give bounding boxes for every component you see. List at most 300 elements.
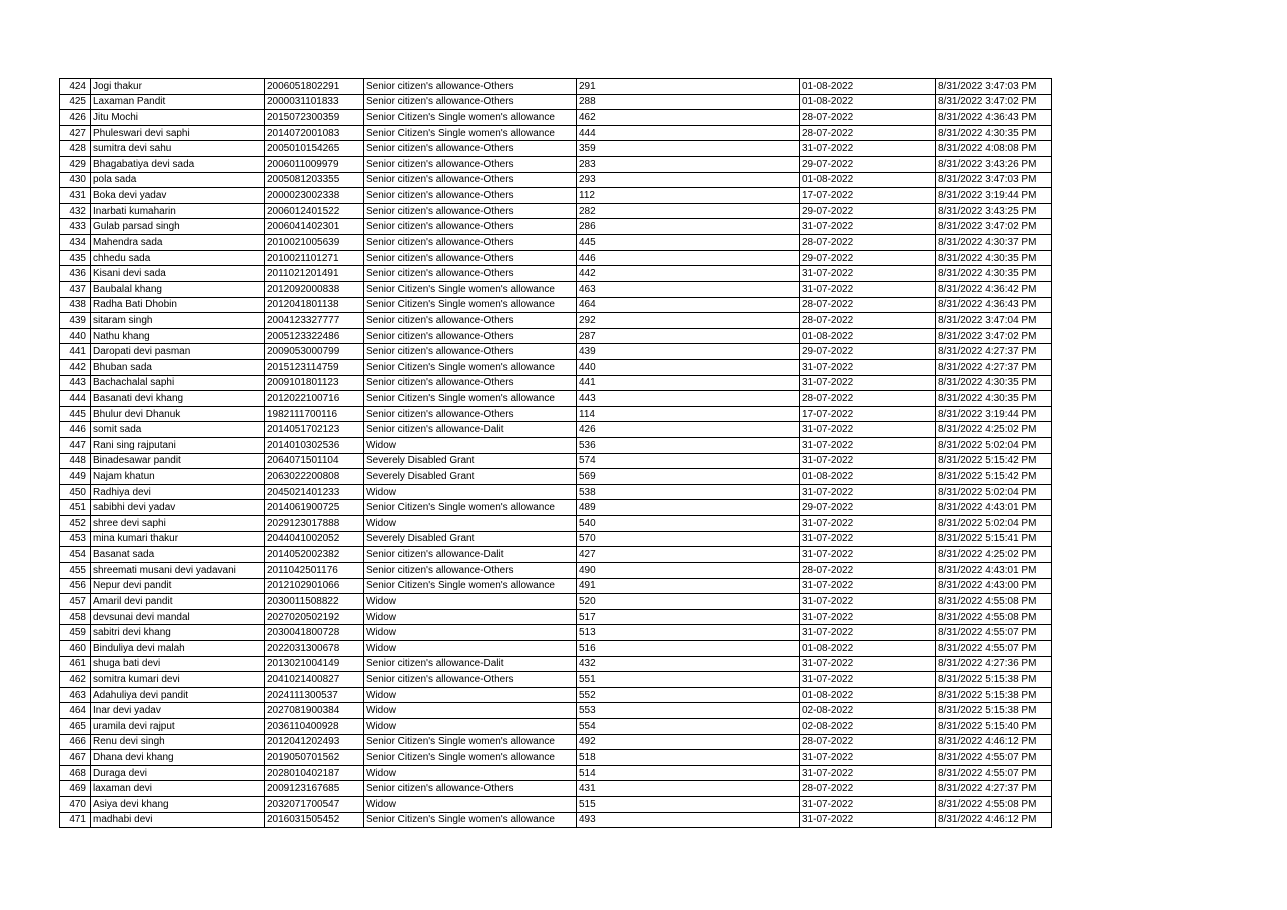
cell-beneficiary-name: Rani sing rajputani	[91, 438, 265, 454]
cell-citizenship-id: 2029123017888	[265, 516, 364, 532]
cell-allowance-type: Senior Citizen's Single women's allowance	[364, 812, 577, 828]
cell-entry-date: 29-07-2022	[800, 250, 936, 266]
cell-citizenship-id: 2024111300537	[265, 687, 364, 703]
cell-reference-number: 540	[577, 516, 800, 532]
cell-row-number: 471	[60, 812, 91, 828]
cell-beneficiary-name: shreemati musani devi yadavani	[91, 562, 265, 578]
cell-reference-number: 536	[577, 438, 800, 454]
cell-row-number: 453	[60, 531, 91, 547]
cell-beneficiary-name: Binduliya devi malah	[91, 640, 265, 656]
cell-timestamp: 8/31/2022 3:47:04 PM	[936, 313, 1052, 329]
cell-citizenship-id: 2019050701562	[265, 750, 364, 766]
cell-timestamp: 8/31/2022 4:30:35 PM	[936, 125, 1052, 141]
cell-citizenship-id: 2022031300678	[265, 640, 364, 656]
cell-row-number: 437	[60, 281, 91, 297]
cell-beneficiary-name: Najam khatun	[91, 469, 265, 485]
cell-row-number: 457	[60, 594, 91, 610]
cell-entry-date: 31-07-2022	[800, 359, 936, 375]
cell-beneficiary-name: Inarbati kumaharin	[91, 203, 265, 219]
cell-timestamp: 8/31/2022 5:02:04 PM	[936, 516, 1052, 532]
cell-entry-date: 01-08-2022	[800, 172, 936, 188]
cell-timestamp: 8/31/2022 4:55:08 PM	[936, 797, 1052, 813]
cell-reference-number: 515	[577, 797, 800, 813]
cell-beneficiary-name: Bhuban sada	[91, 359, 265, 375]
cell-entry-date: 31-07-2022	[800, 797, 936, 813]
cell-entry-date: 01-08-2022	[800, 94, 936, 110]
table-row	[60, 125, 1052, 141]
cell-allowance-type: Widow	[364, 703, 577, 719]
cell-allowance-type: Senior citizen's allowance-Dalit	[364, 656, 577, 672]
cell-reference-number: 286	[577, 219, 800, 235]
cell-timestamp: 8/31/2022 4:30:35 PM	[936, 391, 1052, 407]
cell-allowance-type: Senior citizen's allowance-Others	[364, 375, 577, 391]
table-row	[60, 172, 1052, 188]
cell-allowance-type: Severely Disabled Grant	[364, 531, 577, 547]
cell-beneficiary-name: Gulab parsad singh	[91, 219, 265, 235]
cell-beneficiary-name: Renu devi singh	[91, 734, 265, 750]
cell-citizenship-id: 2063022200808	[265, 469, 364, 485]
cell-row-number: 445	[60, 406, 91, 422]
cell-timestamp: 8/31/2022 4:55:08 PM	[936, 609, 1052, 625]
cell-row-number: 442	[60, 359, 91, 375]
cell-citizenship-id: 2000023002338	[265, 188, 364, 204]
cell-reference-number: 446	[577, 250, 800, 266]
cell-allowance-type: Senior citizen's allowance-Dalit	[364, 547, 577, 563]
table-row	[60, 79, 1052, 95]
cell-timestamp: 8/31/2022 4:30:37 PM	[936, 235, 1052, 251]
cell-reference-number: 514	[577, 765, 800, 781]
cell-entry-date: 17-07-2022	[800, 188, 936, 204]
table-row	[60, 453, 1052, 469]
cell-allowance-type: Senior Citizen's Single women's allowance	[364, 578, 577, 594]
cell-beneficiary-name: Baubalal khang	[91, 281, 265, 297]
cell-timestamp: 8/31/2022 3:43:25 PM	[936, 203, 1052, 219]
cell-allowance-type: Senior Citizen's Single women's allowance	[364, 125, 577, 141]
cell-reference-number: 283	[577, 157, 800, 173]
cell-beneficiary-name: sumitra devi sahu	[91, 141, 265, 157]
cell-timestamp: 8/31/2022 4:55:07 PM	[936, 750, 1052, 766]
cell-timestamp: 8/31/2022 4:36:43 PM	[936, 110, 1052, 126]
cell-entry-date: 28-07-2022	[800, 781, 936, 797]
cell-row-number: 443	[60, 375, 91, 391]
cell-reference-number: 491	[577, 578, 800, 594]
cell-row-number: 446	[60, 422, 91, 438]
cell-row-number: 463	[60, 687, 91, 703]
cell-entry-date: 28-07-2022	[800, 562, 936, 578]
cell-row-number: 449	[60, 469, 91, 485]
cell-timestamp: 8/31/2022 4:55:08 PM	[936, 594, 1052, 610]
cell-beneficiary-name: Phuleswari devi saphi	[91, 125, 265, 141]
cell-reference-number: 492	[577, 734, 800, 750]
table-row	[60, 703, 1052, 719]
cell-allowance-type: Widow	[364, 718, 577, 734]
cell-entry-date: 28-07-2022	[800, 235, 936, 251]
cell-entry-date: 31-07-2022	[800, 281, 936, 297]
table-row	[60, 406, 1052, 422]
cell-entry-date: 29-07-2022	[800, 157, 936, 173]
cell-entry-date: 31-07-2022	[800, 812, 936, 828]
table-row	[60, 188, 1052, 204]
table-row	[60, 328, 1052, 344]
cell-entry-date: 31-07-2022	[800, 438, 936, 454]
cell-reference-number: 517	[577, 609, 800, 625]
cell-entry-date: 31-07-2022	[800, 141, 936, 157]
cell-timestamp: 8/31/2022 3:47:02 PM	[936, 328, 1052, 344]
cell-beneficiary-name: Kisani devi sada	[91, 266, 265, 282]
cell-row-number: 426	[60, 110, 91, 126]
cell-timestamp: 8/31/2022 4:36:42 PM	[936, 281, 1052, 297]
cell-reference-number: 570	[577, 531, 800, 547]
cell-row-number: 430	[60, 172, 91, 188]
cell-citizenship-id: 2064071501104	[265, 453, 364, 469]
cell-timestamp: 8/31/2022 5:02:04 PM	[936, 438, 1052, 454]
cell-citizenship-id: 2011021201491	[265, 266, 364, 282]
cell-row-number: 469	[60, 781, 91, 797]
cell-entry-date: 29-07-2022	[800, 344, 936, 360]
cell-allowance-type: Senior citizen's allowance-Others	[364, 781, 577, 797]
cell-timestamp: 8/31/2022 4:30:35 PM	[936, 266, 1052, 282]
cell-timestamp: 8/31/2022 4:46:12 PM	[936, 734, 1052, 750]
cell-allowance-type: Widow	[364, 687, 577, 703]
cell-row-number: 459	[60, 625, 91, 641]
cell-timestamp: 8/31/2022 4:43:01 PM	[936, 562, 1052, 578]
table-row	[60, 578, 1052, 594]
cell-citizenship-id: 2012102901066	[265, 578, 364, 594]
cell-allowance-type: Widow	[364, 594, 577, 610]
cell-timestamp: 8/31/2022 4:55:07 PM	[936, 765, 1052, 781]
cell-entry-date: 31-07-2022	[800, 516, 936, 532]
cell-entry-date: 31-07-2022	[800, 484, 936, 500]
cell-citizenship-id: 2005123322486	[265, 328, 364, 344]
cell-reference-number: 490	[577, 562, 800, 578]
cell-entry-date: 28-07-2022	[800, 391, 936, 407]
cell-timestamp: 8/31/2022 4:46:12 PM	[936, 812, 1052, 828]
cell-citizenship-id: 2009053000799	[265, 344, 364, 360]
cell-row-number: 460	[60, 640, 91, 656]
cell-beneficiary-name: Dhana devi khang	[91, 750, 265, 766]
cell-allowance-type: Senior citizen's allowance-Others	[364, 188, 577, 204]
cell-citizenship-id: 2011042501176	[265, 562, 364, 578]
cell-allowance-type: Senior citizen's allowance-Others	[364, 219, 577, 235]
cell-citizenship-id: 2014052002382	[265, 547, 364, 563]
cell-citizenship-id: 2006012401522	[265, 203, 364, 219]
table-row	[60, 500, 1052, 516]
cell-citizenship-id: 2004123327777	[265, 313, 364, 329]
cell-allowance-type: Senior citizen's allowance-Others	[364, 203, 577, 219]
cell-entry-date: 28-07-2022	[800, 297, 936, 313]
cell-citizenship-id: 2044041002052	[265, 531, 364, 547]
cell-row-number: 436	[60, 266, 91, 282]
cell-allowance-type: Senior citizen's allowance-Others	[364, 157, 577, 173]
table-row	[60, 281, 1052, 297]
table-row	[60, 391, 1052, 407]
cell-beneficiary-name: Binadesawar pandit	[91, 453, 265, 469]
cell-row-number: 427	[60, 125, 91, 141]
cell-timestamp: 8/31/2022 5:15:40 PM	[936, 718, 1052, 734]
table-row	[60, 531, 1052, 547]
cell-reference-number: 432	[577, 656, 800, 672]
cell-reference-number: 445	[577, 235, 800, 251]
table-row	[60, 359, 1052, 375]
table-row	[60, 219, 1052, 235]
cell-beneficiary-name: somit sada	[91, 422, 265, 438]
cell-timestamp: 8/31/2022 4:27:36 PM	[936, 656, 1052, 672]
cell-row-number: 452	[60, 516, 91, 532]
cell-entry-date: 31-07-2022	[800, 625, 936, 641]
cell-reference-number: 288	[577, 94, 800, 110]
table-row	[60, 422, 1052, 438]
table-row	[60, 266, 1052, 282]
cell-reference-number: 553	[577, 703, 800, 719]
cell-row-number: 470	[60, 797, 91, 813]
cell-timestamp: 8/31/2022 3:47:03 PM	[936, 79, 1052, 95]
cell-allowance-type: Severely Disabled Grant	[364, 469, 577, 485]
cell-entry-date: 31-07-2022	[800, 578, 936, 594]
table-row	[60, 734, 1052, 750]
cell-citizenship-id: 2036110400928	[265, 718, 364, 734]
cell-reference-number: 443	[577, 391, 800, 407]
cell-entry-date: 31-07-2022	[800, 547, 936, 563]
table-row	[60, 812, 1052, 828]
cell-row-number: 450	[60, 484, 91, 500]
cell-beneficiary-name: Mahendra sada	[91, 235, 265, 251]
cell-citizenship-id: 2009101801123	[265, 375, 364, 391]
cell-reference-number: 513	[577, 625, 800, 641]
table-row	[60, 203, 1052, 219]
cell-row-number: 448	[60, 453, 91, 469]
table-row	[60, 235, 1052, 251]
cell-allowance-type: Senior citizen's allowance-Others	[364, 94, 577, 110]
cell-entry-date: 31-07-2022	[800, 266, 936, 282]
cell-allowance-type: Widow	[364, 609, 577, 625]
beneficiary-table	[59, 78, 1052, 828]
cell-beneficiary-name: devsunai devi mandal	[91, 609, 265, 625]
table-row	[60, 344, 1052, 360]
cell-entry-date: 17-07-2022	[800, 406, 936, 422]
cell-allowance-type: Severely Disabled Grant	[364, 453, 577, 469]
cell-citizenship-id: 2030011508822	[265, 594, 364, 610]
cell-citizenship-id: 2012022100716	[265, 391, 364, 407]
cell-citizenship-id: 2014061900725	[265, 500, 364, 516]
cell-beneficiary-name: laxaman devi	[91, 781, 265, 797]
cell-citizenship-id: 2005081203355	[265, 172, 364, 188]
cell-citizenship-id: 2006011009979	[265, 157, 364, 173]
cell-reference-number: 439	[577, 344, 800, 360]
cell-beneficiary-name: Laxaman Pandit	[91, 94, 265, 110]
cell-citizenship-id: 2005010154265	[265, 141, 364, 157]
table-row	[60, 157, 1052, 173]
cell-beneficiary-name: uramila devi rajput	[91, 718, 265, 734]
cell-citizenship-id: 2012092000838	[265, 281, 364, 297]
cell-citizenship-id: 2010021005639	[265, 235, 364, 251]
cell-beneficiary-name: shuga bati devi	[91, 656, 265, 672]
cell-timestamp: 8/31/2022 4:36:43 PM	[936, 297, 1052, 313]
cell-row-number: 431	[60, 188, 91, 204]
cell-row-number: 425	[60, 94, 91, 110]
cell-citizenship-id: 2006051802291	[265, 79, 364, 95]
table-row	[60, 797, 1052, 813]
cell-row-number: 428	[60, 141, 91, 157]
cell-timestamp: 8/31/2022 4:43:01 PM	[936, 500, 1052, 516]
cell-reference-number: 441	[577, 375, 800, 391]
table-row	[60, 672, 1052, 688]
table-row	[60, 484, 1052, 500]
cell-reference-number: 554	[577, 718, 800, 734]
cell-citizenship-id: 2014010302536	[265, 438, 364, 454]
cell-beneficiary-name: sitaram singh	[91, 313, 265, 329]
cell-citizenship-id: 2014072001083	[265, 125, 364, 141]
cell-beneficiary-name: Bhulur devi Dhanuk	[91, 406, 265, 422]
cell-allowance-type: Widow	[364, 625, 577, 641]
cell-reference-number: 464	[577, 297, 800, 313]
table-row	[60, 640, 1052, 656]
cell-entry-date: 29-07-2022	[800, 203, 936, 219]
cell-beneficiary-name: shree devi saphi	[91, 516, 265, 532]
cell-entry-date: 28-07-2022	[800, 125, 936, 141]
cell-allowance-type: Senior citizen's allowance-Others	[364, 141, 577, 157]
table-row	[60, 562, 1052, 578]
cell-row-number: 454	[60, 547, 91, 563]
cell-allowance-type: Senior citizen's allowance-Others	[364, 672, 577, 688]
cell-reference-number: 489	[577, 500, 800, 516]
cell-citizenship-id: 2041021400827	[265, 672, 364, 688]
cell-timestamp: 8/31/2022 4:30:35 PM	[936, 375, 1052, 391]
cell-reference-number: 551	[577, 672, 800, 688]
cell-timestamp: 8/31/2022 5:02:04 PM	[936, 484, 1052, 500]
cell-entry-date: 28-07-2022	[800, 313, 936, 329]
cell-row-number: 464	[60, 703, 91, 719]
cell-row-number: 440	[60, 328, 91, 344]
cell-reference-number: 569	[577, 469, 800, 485]
cell-row-number: 444	[60, 391, 91, 407]
cell-reference-number: 463	[577, 281, 800, 297]
cell-row-number: 439	[60, 313, 91, 329]
cell-row-number: 434	[60, 235, 91, 251]
cell-beneficiary-name: madhabi devi	[91, 812, 265, 828]
cell-timestamp: 8/31/2022 4:08:08 PM	[936, 141, 1052, 157]
cell-timestamp: 8/31/2022 4:25:02 PM	[936, 547, 1052, 563]
cell-allowance-type: Senior Citizen's Single women's allowance	[364, 500, 577, 516]
cell-entry-date: 31-07-2022	[800, 672, 936, 688]
table-row	[60, 765, 1052, 781]
cell-timestamp: 8/31/2022 3:43:26 PM	[936, 157, 1052, 173]
cell-reference-number: 442	[577, 266, 800, 282]
cell-entry-date: 31-07-2022	[800, 375, 936, 391]
cell-citizenship-id: 2013021004149	[265, 656, 364, 672]
cell-timestamp: 8/31/2022 3:47:02 PM	[936, 94, 1052, 110]
cell-reference-number: 444	[577, 125, 800, 141]
cell-beneficiary-name: Basanati devi khang	[91, 391, 265, 407]
cell-beneficiary-name: Nepur devi pandit	[91, 578, 265, 594]
table-row	[60, 110, 1052, 126]
table-row	[60, 547, 1052, 563]
cell-reference-number: 426	[577, 422, 800, 438]
cell-reference-number: 112	[577, 188, 800, 204]
cell-citizenship-id: 2028010402187	[265, 765, 364, 781]
cell-row-number: 438	[60, 297, 91, 313]
cell-allowance-type: Senior Citizen's Single women's allowance	[364, 110, 577, 126]
cell-reference-number: 282	[577, 203, 800, 219]
cell-row-number: 433	[60, 219, 91, 235]
cell-beneficiary-name: Radhiya devi	[91, 484, 265, 500]
cell-citizenship-id: 2010021101271	[265, 250, 364, 266]
cell-reference-number: 462	[577, 110, 800, 126]
cell-citizenship-id: 2000031101833	[265, 94, 364, 110]
cell-allowance-type: Senior citizen's allowance-Others	[364, 172, 577, 188]
table-row	[60, 656, 1052, 672]
cell-row-number: 441	[60, 344, 91, 360]
cell-timestamp: 8/31/2022 5:15:38 PM	[936, 703, 1052, 719]
cell-entry-date: 28-07-2022	[800, 110, 936, 126]
cell-timestamp: 8/31/2022 4:30:35 PM	[936, 250, 1052, 266]
cell-allowance-type: Senior Citizen's Single women's allowance	[364, 391, 577, 407]
cell-entry-date: 01-08-2022	[800, 469, 936, 485]
cell-row-number: 467	[60, 750, 91, 766]
cell-timestamp: 8/31/2022 5:15:38 PM	[936, 672, 1052, 688]
cell-entry-date: 01-08-2022	[800, 640, 936, 656]
cell-entry-date: 31-07-2022	[800, 609, 936, 625]
cell-timestamp: 8/31/2022 3:19:44 PM	[936, 406, 1052, 422]
cell-allowance-type: Senior citizen's allowance-Others	[364, 406, 577, 422]
cell-row-number: 451	[60, 500, 91, 516]
cell-allowance-type: Widow	[364, 516, 577, 532]
cell-row-number: 465	[60, 718, 91, 734]
cell-allowance-type: Senior Citizen's Single women's allowance	[364, 297, 577, 313]
cell-citizenship-id: 2030041800728	[265, 625, 364, 641]
cell-beneficiary-name: Radha Bati Dhobin	[91, 297, 265, 313]
cell-timestamp: 8/31/2022 4:27:37 PM	[936, 344, 1052, 360]
cell-timestamp: 8/31/2022 5:15:42 PM	[936, 469, 1052, 485]
cell-reference-number: 516	[577, 640, 800, 656]
cell-reference-number: 431	[577, 781, 800, 797]
cell-beneficiary-name: mina kumari thakur	[91, 531, 265, 547]
cell-allowance-type: Widow	[364, 765, 577, 781]
cell-timestamp: 8/31/2022 5:15:41 PM	[936, 531, 1052, 547]
cell-reference-number: 520	[577, 594, 800, 610]
table-row	[60, 297, 1052, 313]
table-row	[60, 718, 1052, 734]
table-row	[60, 250, 1052, 266]
cell-reference-number: 440	[577, 359, 800, 375]
cell-entry-date: 31-07-2022	[800, 750, 936, 766]
table-row	[60, 687, 1052, 703]
cell-allowance-type: Senior citizen's allowance-Others	[364, 235, 577, 251]
cell-entry-date: 31-07-2022	[800, 765, 936, 781]
cell-entry-date: 02-08-2022	[800, 718, 936, 734]
cell-reference-number: 114	[577, 406, 800, 422]
cell-citizenship-id: 2016031505452	[265, 812, 364, 828]
cell-row-number: 466	[60, 734, 91, 750]
table-body	[60, 79, 1052, 828]
cell-row-number: 455	[60, 562, 91, 578]
cell-reference-number: 293	[577, 172, 800, 188]
cell-citizenship-id: 2032071700547	[265, 797, 364, 813]
cell-entry-date: 29-07-2022	[800, 500, 936, 516]
table-row	[60, 781, 1052, 797]
cell-timestamp: 8/31/2022 5:15:38 PM	[936, 687, 1052, 703]
cell-reference-number: 292	[577, 313, 800, 329]
cell-entry-date: 01-08-2022	[800, 328, 936, 344]
cell-timestamp: 8/31/2022 3:47:02 PM	[936, 219, 1052, 235]
cell-allowance-type: Widow	[364, 797, 577, 813]
cell-entry-date: 31-07-2022	[800, 219, 936, 235]
cell-timestamp: 8/31/2022 5:15:42 PM	[936, 453, 1052, 469]
cell-beneficiary-name: Amaril devi pandit	[91, 594, 265, 610]
cell-beneficiary-name: Duraga devi	[91, 765, 265, 781]
cell-reference-number: 552	[577, 687, 800, 703]
cell-row-number: 429	[60, 157, 91, 173]
cell-citizenship-id: 2009123167685	[265, 781, 364, 797]
